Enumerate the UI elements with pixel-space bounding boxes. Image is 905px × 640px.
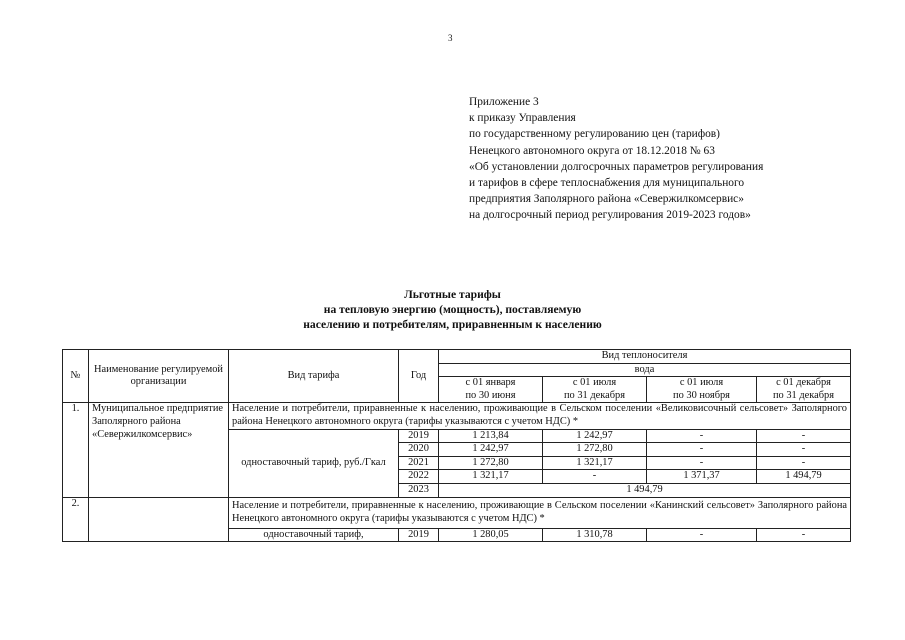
- value-cell: 1 242,97: [543, 429, 647, 443]
- period-start: с 01 января: [465, 377, 516, 389]
- period-end: по 31 декабря: [563, 389, 625, 401]
- header-period: [439, 377, 543, 403]
- consumer-description: Население и потребители, приравненные к населению, проживающие в Сельском поселении «Великовисочный сельсовет» Заполярного района Ненецкого автономного округа (тарифы указываются с учетом НДС) *: [229, 403, 851, 429]
- appendix-reference: [469, 94, 763, 224]
- title-line: на тепловую энергию (мощность), поставляемую: [323, 303, 582, 316]
- header-org: Наименование регулируемой организации: [89, 350, 229, 403]
- appendix-line: предприятия Заполярного района «Севержилкомсервис»: [469, 193, 744, 206]
- header-period: [647, 377, 757, 403]
- year-cell: 2021: [399, 456, 439, 470]
- value-cell: 1 494,79: [757, 470, 851, 484]
- year-cell: 2022: [399, 470, 439, 484]
- header-num: №: [63, 350, 89, 403]
- appendix-line: «Об установлении долгосрочных параметров регулирования: [469, 160, 764, 173]
- period-end: по 30 ноября: [673, 389, 730, 401]
- period-start: с 01 декабря: [776, 377, 831, 389]
- value-cell: 1 310,78: [543, 528, 647, 542]
- appendix-line: к приказу Управления: [469, 112, 576, 125]
- value-cell: 1 321,17: [439, 470, 543, 484]
- header-water: вода: [439, 363, 851, 377]
- appendix-line: по государственному регулированию цен (тарифов): [469, 128, 720, 141]
- header-carrier: Вид теплоносителя: [439, 350, 851, 364]
- value-cell: -: [647, 456, 757, 470]
- period-end: по 31 декабря: [772, 389, 834, 401]
- appendix-line: Ненецкого автономного округа от 18.12.2018 № 63: [469, 144, 715, 157]
- value-cell: -: [757, 429, 851, 443]
- year-cell: 2023: [399, 483, 439, 497]
- appendix-line: на долгосрочный период регулирования 2019-2023 годов»: [469, 209, 751, 222]
- value-cell: 1 272,80: [439, 456, 543, 470]
- tariff-type: одноставочный тариф, руб./Гкал: [229, 429, 399, 497]
- page-number: 3: [448, 33, 453, 43]
- appendix-line: Приложение 3: [469, 96, 539, 108]
- period-start: с 01 июля: [679, 377, 724, 389]
- section-num: 1.: [63, 403, 89, 497]
- value-cell: -: [543, 470, 647, 484]
- appendix-line: и тарифов в сфере теплоснабжения для муниципального: [469, 177, 745, 190]
- value-cell: -: [647, 429, 757, 443]
- header-tariff-type: Вид тарифа: [229, 350, 399, 403]
- header-period: [757, 377, 851, 403]
- value-cell: 1 321,17: [543, 456, 647, 470]
- consumer-description: Население и потребители, приравненные к населению, проживающие в Сельском поселении «Канинский сельсовет» Заполярного района Ненецкого автономного округа (тарифы указываются с учетом НДС) *: [229, 497, 851, 528]
- value-cell: 1 280,05: [439, 528, 543, 542]
- value-cell: -: [757, 528, 851, 542]
- value-cell: 1 213,84: [439, 429, 543, 443]
- title-line: Льготные тарифы: [404, 288, 501, 301]
- period-start: с 01 июля: [572, 377, 617, 389]
- tariff-type: одноставочный тариф,: [229, 528, 399, 542]
- value-cell: 1 242,97: [439, 443, 543, 457]
- title-line: населению и потребителям, приравненным к населению: [303, 318, 602, 331]
- header-period: [543, 377, 647, 403]
- organization-name: [89, 497, 229, 542]
- year-cell: 2020: [399, 443, 439, 457]
- value-cell: -: [757, 443, 851, 457]
- section-num: 2.: [63, 497, 89, 542]
- header-year: Год: [399, 350, 439, 403]
- value-cell: -: [757, 456, 851, 470]
- organization-name: Муниципальное предприятие Заполярного района «Севержилкомсервис»: [89, 403, 229, 497]
- value-cell: -: [647, 443, 757, 457]
- year-cell: 2019: [399, 429, 439, 443]
- tariff-table: [62, 349, 851, 542]
- value-cell: 1 371,37: [647, 470, 757, 484]
- merged-value-cell: 1 494,79: [439, 483, 851, 497]
- year-cell: 2019: [399, 528, 439, 542]
- document-title: [0, 287, 905, 332]
- value-cell: 1 272,80: [543, 443, 647, 457]
- period-end: по 30 июня: [465, 389, 516, 401]
- value-cell: -: [647, 528, 757, 542]
